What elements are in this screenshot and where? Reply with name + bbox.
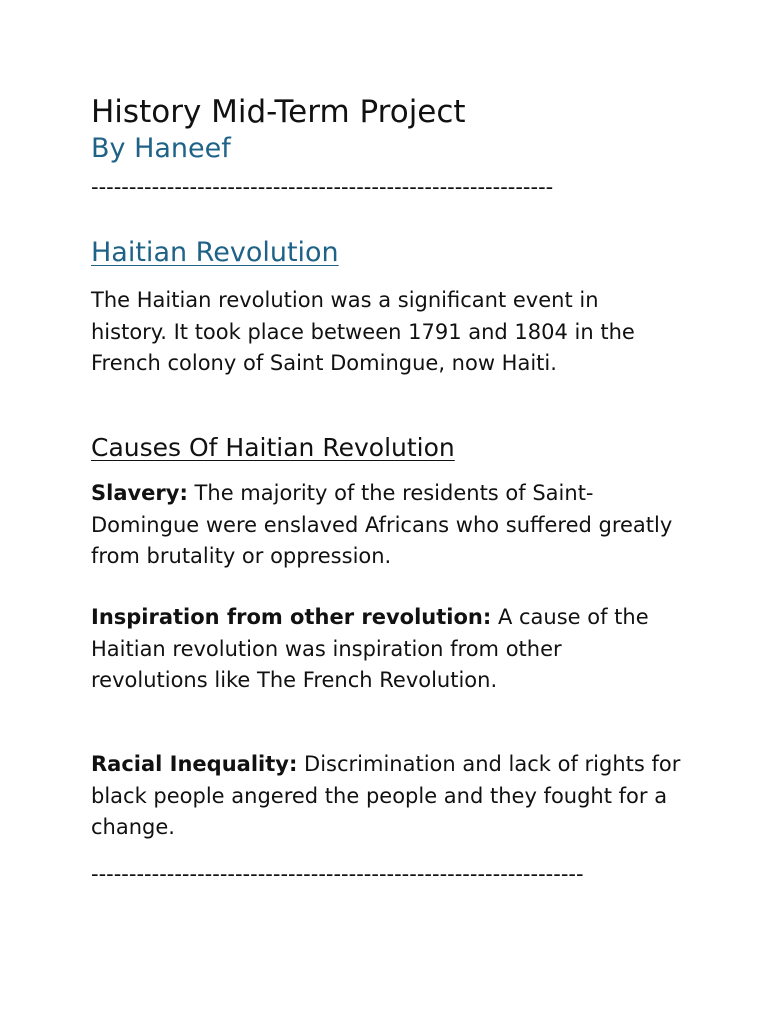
cause-text: The majority of the residents of Saint-Domingue were enslaved Africans who suffered greatly from brutality or oppression. — [91, 481, 673, 568]
cause-text: Discrimination and lack of rights for black people angered the people and they fought for a change. — [91, 752, 681, 839]
divider-top: ------------------------------------------------------------- — [91, 175, 554, 199]
cause-slavery-paragraph — [91, 478, 681, 573]
divider-bottom: ----------------------------------------------------------------- — [91, 862, 584, 886]
cause-inspiration-paragraph — [91, 602, 681, 697]
cause-term: Racial Inequality: — [91, 752, 298, 776]
causes-heading: Causes Of Haitian Revolution — [91, 433, 455, 462]
cause-term: Slavery: — [91, 481, 188, 505]
section-title-link[interactable]: Haitian Revolution — [91, 237, 339, 268]
cause-term: Inspiration from other revolution: — [91, 605, 492, 629]
document-author: By Haneef — [91, 133, 231, 164]
document-title: History Mid-Term Project — [91, 94, 466, 130]
cause-text: A cause of the Haitian revolution was inspiration from other revolutions like The French Revolution. — [91, 605, 649, 692]
intro-paragraph: The Haitian revolution was a significant event in history. It took place between 1791 and 1804 in the French colony of Saint Domingue, now Haiti. — [91, 288, 635, 375]
cause-racial-inequality-paragraph — [91, 749, 681, 844]
